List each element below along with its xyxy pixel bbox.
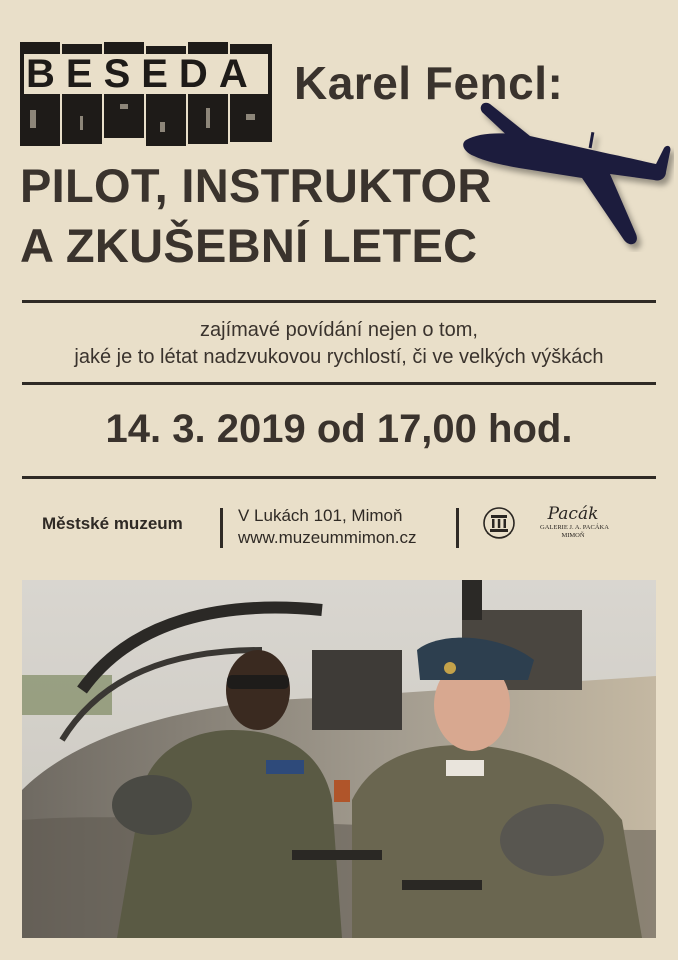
divider-top: [22, 300, 656, 303]
gallery-signature-logo: [540, 504, 609, 546]
divider-bottom: [22, 476, 656, 479]
venue-website[interactable]: www.muzeummimon.cz: [238, 528, 417, 547]
museum-emblem-icon: [482, 505, 516, 543]
pilots-photo: [22, 580, 656, 938]
beseda-stamp: [20, 42, 272, 146]
speaker-name: Karel Fencl:: [294, 57, 564, 109]
gallery-name: GALERIE J. A. PACÁKA: [540, 524, 609, 531]
beseda-stamp-text: BESEDA: [26, 52, 259, 96]
venue-name: Městské muzeum: [42, 514, 183, 533]
venue-address: V Lukách 101, Mimoň: [238, 506, 403, 525]
venue-contact: [238, 505, 417, 549]
separator: [456, 508, 459, 548]
event-datetime: 14. 3. 2019 od 17,00 hod.: [105, 407, 573, 451]
airplane-silhouette-icon: [460, 102, 674, 252]
divider-middle: [22, 382, 656, 385]
subtitle-line-1: zajímavé povídání nejen o tom,: [200, 319, 478, 341]
subtitle-line-2: jaké je to létat nadzvukovou rychlostí, či ve velkých výškách: [74, 346, 604, 368]
title-line-1: PILOT, INSTRUKTOR: [20, 159, 492, 212]
title-line-2: A ZKUŠEBNÍ LETEC: [20, 219, 478, 272]
gallery-signature: Pacák: [547, 504, 599, 524]
gallery-city: MIMOŇ: [561, 532, 585, 539]
separator: [220, 508, 223, 548]
